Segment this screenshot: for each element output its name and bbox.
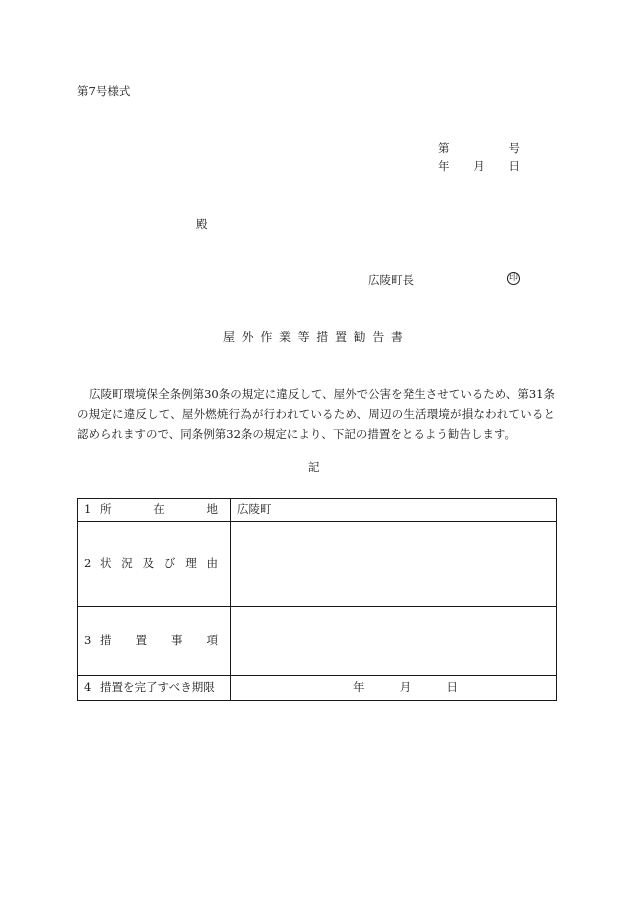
label-char: 及 (142, 556, 155, 571)
title-char: 業 (278, 330, 291, 344)
title-char: 措 (316, 330, 329, 344)
document-number (438, 143, 520, 155)
row-label (78, 607, 231, 676)
table-row (78, 607, 557, 676)
seal-mark: 印 (508, 273, 518, 283)
ki-heading: 記 (308, 460, 320, 474)
label-char: 理 (185, 556, 197, 571)
document-date (438, 161, 520, 173)
deadline-year: 年 (353, 680, 365, 695)
issuer-title: 広陵町長 (368, 273, 414, 287)
label-char: 状 (100, 556, 112, 571)
title-char: 置 (334, 330, 347, 344)
row-number: 4 (84, 680, 92, 695)
row-label (78, 676, 231, 701)
deadline-day: 日 (446, 680, 458, 695)
document-title (223, 331, 403, 343)
document-number-prefix: 第 (438, 141, 450, 155)
body-text: 広陵町環境保全条例第30条の規定に違反して、屋外で公害を発生させているため、第31条の規定に違反して、屋外燃焼行為が行われているため、周辺の生活環境が損なわれていると認められますので、同条例第32条の規定により、下記の措置をとるよう勧告します。 (77, 387, 555, 441)
label-char: 況 (121, 556, 133, 571)
location-value: 広陵町 (231, 499, 557, 522)
situation-value (231, 522, 557, 607)
title-char: 作 (260, 330, 273, 344)
deadline-label: 措置を完了すべき期限 (100, 680, 215, 695)
date-month: 月 (473, 159, 485, 173)
title-char: 書 (390, 330, 403, 344)
measures-value (231, 607, 557, 676)
title-char: 屋 (223, 330, 236, 344)
label-char: 所 (100, 502, 112, 517)
table-row (78, 499, 557, 522)
form-number: 第7号様式 (77, 84, 131, 98)
label-char: 事 (171, 633, 183, 648)
row-number: 2 (84, 556, 92, 571)
title-char: 告 (372, 330, 385, 344)
row-label (78, 522, 231, 607)
addressee-honorific: 殿 (196, 217, 208, 231)
table-row (78, 676, 557, 701)
label-char: 由 (206, 556, 218, 571)
label-char: 地 (206, 502, 218, 517)
table-row (78, 522, 557, 607)
title-char: 等 (297, 330, 310, 344)
label-char: 置 (135, 633, 147, 648)
label-char: 項 (206, 633, 218, 648)
details-table (77, 498, 557, 701)
row-label (78, 499, 231, 522)
title-char: 外 (241, 330, 254, 344)
document-number-suffix: 号 (508, 141, 520, 155)
row-number: 3 (84, 633, 92, 648)
label-char: び (163, 556, 176, 571)
title-char: 勧 (353, 330, 366, 344)
label-char: 在 (153, 502, 165, 517)
label-char: 措 (100, 633, 112, 648)
date-day: 日 (508, 159, 520, 173)
date-year: 年 (438, 159, 450, 173)
row-number: 1 (84, 502, 92, 517)
deadline-month: 月 (399, 680, 412, 695)
deadline-value (231, 676, 557, 701)
